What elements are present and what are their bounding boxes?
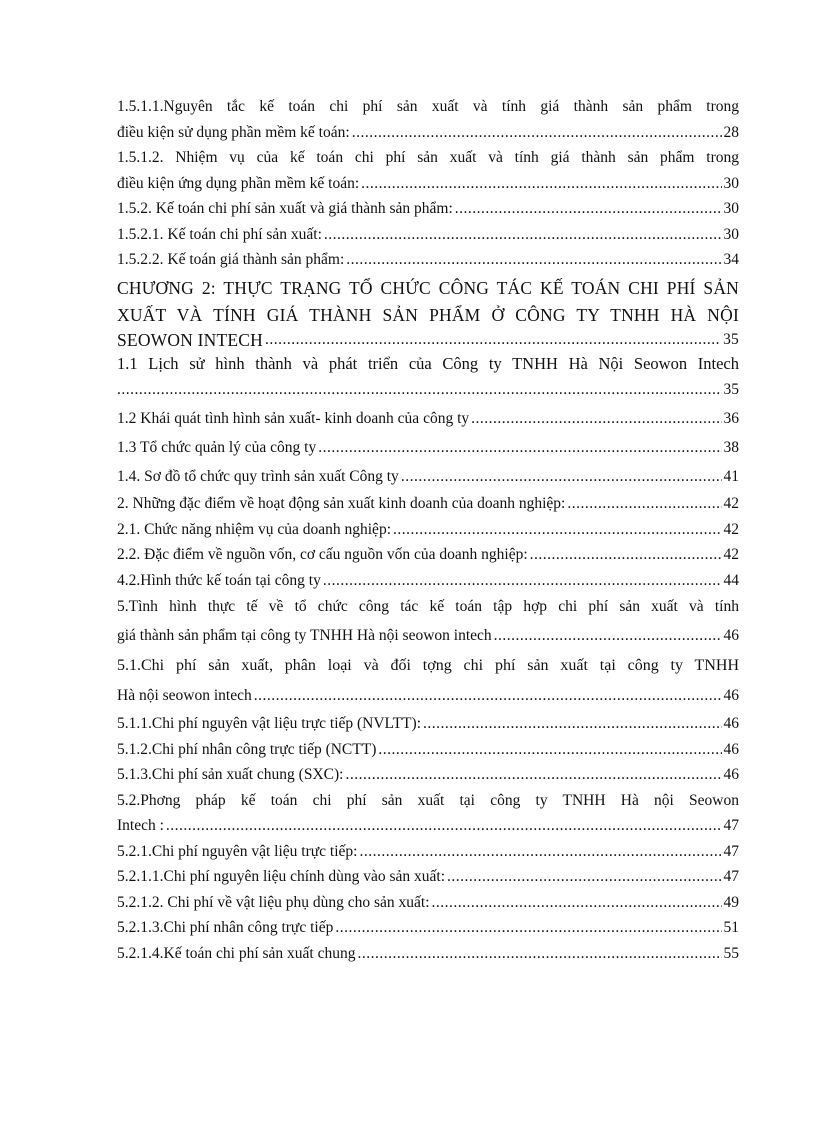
toc-entry-line: điều kiện sử dụng phần mềm kế toán:	[117, 123, 350, 141]
toc-page-number: 47	[723, 817, 739, 834]
dot-leader	[359, 839, 721, 865]
toc-entry-5-1-3[interactable]	[117, 762, 739, 788]
toc-entry-5-2[interactable]	[117, 788, 739, 839]
toc-entry-label: 5.2.1.Chi phí nguyên vật liệu trực tiếp:	[117, 842, 358, 860]
toc-page-number: 55	[723, 944, 739, 962]
toc-entry-5-2-1-2[interactable]	[117, 890, 739, 916]
toc-entry-line: CHƯƠNG 2: THỰC TRẠNG TỔ CHỨC CÔNG TÁC KẾ TOÁN CHI PHÍ SẢN	[117, 277, 739, 298]
toc-entry-5-2-1[interactable]	[117, 839, 739, 865]
toc-entry-1-3[interactable]	[117, 433, 739, 462]
toc-entry-label: 2.1. Chức năng nhiệm vụ của doanh nghiệp:	[117, 520, 391, 538]
toc-page-number: 30	[723, 174, 739, 192]
toc-entry-line: SEOWON INTECH	[117, 329, 263, 350]
toc-page-number: 42	[723, 495, 739, 512]
toc-entry-1-5-2-2[interactable]	[117, 247, 739, 273]
toc-entry-5-1[interactable]	[117, 651, 739, 711]
toc-entry-line: Intech :	[117, 817, 164, 834]
toc-page-number: 35	[723, 330, 739, 348]
toc-page-number: 35	[723, 381, 739, 398]
dot-leader	[254, 681, 722, 711]
toc-entry-1-5-1-2[interactable]	[117, 145, 739, 196]
dot-leader	[567, 491, 721, 517]
toc-page-number: 46	[723, 627, 739, 644]
toc-entry-line: 1.5.1.1.Nguyên tắc kế toán chi phí sản xuất và tính giá thành sản phẩm trong	[117, 98, 739, 115]
toc-page-number: 46	[723, 715, 739, 732]
toc-entry-label: 5.2.1.3.Chi phí nhân công trực tiếp	[117, 919, 334, 936]
dot-leader	[455, 196, 722, 222]
toc-entry-label: 2. Những đặc điểm về hoạt động sản xuất kinh doanh của doanh nghiệp:	[117, 495, 566, 512]
toc-entry-label: 5.2.1.2. Chi phí về vật liệu phụ dùng cho sản xuất:	[117, 893, 430, 911]
dot-leader	[318, 433, 721, 462]
toc-entry-line: XUẤT VÀ TÍNH GIÁ THÀNH SẢN PHẨM Ở CÔNG TY TNHH HÀ NỘI	[117, 304, 739, 325]
toc-entry-2[interactable]	[117, 491, 739, 517]
toc-entry-label: 1.3 Tổ chức quản lý của công ty	[117, 439, 317, 456]
toc-page-number: 51	[723, 919, 739, 936]
dot-leader	[423, 711, 722, 737]
toc-entry-line: 5.1.Chi phí sản xuất, phân loại và đối tợng chi phí sản xuất tại công ty TNHH	[117, 657, 739, 674]
toc-entry-line: 1.5.1.2. Nhiệm vụ của kế toán chi phí sản xuất và tính giá thành sản phẩm trong	[117, 149, 739, 166]
toc-entry-line: 5.2.Phơng pháp kế toán chi phí sản xuất tại công ty TNHH Hà nội Seowon	[117, 791, 739, 809]
dot-leader	[352, 120, 722, 146]
dot-leader	[393, 517, 722, 543]
dot-leader	[265, 329, 721, 351]
toc-entry-1-5-2-1[interactable]	[117, 222, 739, 248]
toc-page-number: 42	[723, 520, 739, 538]
toc-entry-5[interactable]	[117, 593, 739, 651]
toc-page-number: 30	[723, 225, 739, 243]
dot-leader	[494, 621, 722, 651]
toc-entry-1-5-1-1[interactable]	[117, 94, 739, 145]
toc-entry-label: 1.5.2. Kế toán chi phí sản xuất và giá thành sản phẩm:	[117, 200, 453, 217]
toc-entry-line: điều kiện ứng dụng phần mềm kế toán:	[117, 174, 360, 192]
dot-leader	[401, 462, 722, 491]
dot-leader	[346, 247, 721, 273]
toc-entry-1-1[interactable]	[117, 351, 739, 405]
toc-entry-5-2-1-1[interactable]	[117, 864, 739, 890]
toc-page-number: 38	[723, 439, 739, 456]
toc-page-number: 34	[723, 251, 739, 268]
dot-leader	[530, 542, 722, 568]
toc-entry-label: 1.5.2.1. Kế toán chi phí sản xuất:	[117, 225, 322, 243]
toc-entry-4-2[interactable]	[117, 568, 739, 594]
dot-leader	[447, 864, 721, 890]
toc-page-number: 42	[723, 546, 739, 563]
dot-leader	[166, 813, 722, 839]
toc-entry-1-4[interactable]	[117, 462, 739, 491]
toc-page-number: 30	[723, 200, 739, 217]
toc-page-number: 47	[723, 842, 739, 860]
toc-page-number: 44	[723, 571, 739, 589]
dot-leader	[432, 890, 722, 916]
dot-leader	[323, 568, 722, 594]
toc-entry-chapter-2[interactable]	[117, 275, 739, 351]
toc-entry-label: 2.2. Đặc điểm về nguồn vốn, cơ cấu nguồn vốn của doanh nghiệp:	[117, 546, 528, 563]
toc-page-number: 49	[723, 893, 739, 911]
toc-page-number: 46	[723, 740, 739, 758]
toc-entry-label: 5.1.1.Chi phí nguyên vật liệu trực tiếp (NVLTT):	[117, 715, 421, 732]
toc-entry-1-2[interactable]	[117, 404, 739, 433]
toc-entry-line: giá thành sản phẩm tại công ty TNHH Hà nội seowon intech	[117, 627, 492, 644]
dot-leader	[357, 941, 721, 967]
toc-entry-label: 1.2 Khái quát tình hình sản xuất- kinh doanh của công ty	[117, 410, 470, 427]
toc-entry-2-2[interactable]	[117, 542, 739, 568]
toc-entry-5-1-2[interactable]	[117, 737, 739, 763]
toc-entry-5-2-1-4[interactable]	[117, 941, 739, 967]
toc-entry-2-1[interactable]	[117, 517, 739, 543]
toc-entry-label: 1.4. Sơ đồ tổ chức quy trình sản xuất Công ty	[117, 468, 399, 485]
toc-entry-label: 5.1.2.Chi phí nhân công trực tiếp (NCTT)	[117, 740, 377, 758]
toc-entry-line: Hà nội seowon intech	[117, 687, 252, 704]
dot-leader	[335, 915, 721, 941]
toc-entry-5-2-1-3[interactable]	[117, 915, 739, 941]
toc-entry-1-5-2[interactable]	[117, 196, 739, 222]
toc-page-number: 47	[723, 868, 739, 885]
toc-page-number: 46	[723, 687, 739, 704]
toc-entry-label: 1.5.2.2. Kế toán giá thành sản phẩm:	[117, 251, 345, 268]
toc-entry-label: 5.2.1.1.Chi phí nguyên liệu chính dùng vào sản xuất:	[117, 868, 446, 885]
toc-entry-5-1-1[interactable]	[117, 711, 739, 737]
toc-entry-line: 1.1 Lịch sử hình thành và phát triển của Công ty TNHH Hà Nội Seowon Intech	[117, 353, 739, 373]
toc-page-number: 41	[723, 468, 739, 485]
dot-leader	[361, 171, 721, 197]
dot-leader	[378, 737, 721, 763]
toc-entry-label: 5.1.3.Chi phí sản xuất chung (SXC):	[117, 766, 344, 783]
dot-leader	[471, 404, 721, 433]
dot-leader	[117, 376, 722, 404]
dot-leader	[324, 222, 722, 248]
toc-page-number: 28	[723, 123, 739, 141]
toc-page-number: 46	[723, 766, 739, 783]
table-of-contents	[117, 94, 739, 966]
toc-entry-label: 4.2.Hình thức kế toán tại công ty	[117, 571, 321, 589]
dot-leader	[345, 762, 721, 788]
toc-entry-label: 5.2.1.4.Kế toán chi phí sản xuất chung	[117, 944, 356, 962]
toc-entry-line: 5.Tình hình thực tế về tổ chức công tác kế toán tập hợp chi phí sản xuất và tính	[117, 598, 739, 615]
toc-page-number: 36	[723, 410, 739, 427]
